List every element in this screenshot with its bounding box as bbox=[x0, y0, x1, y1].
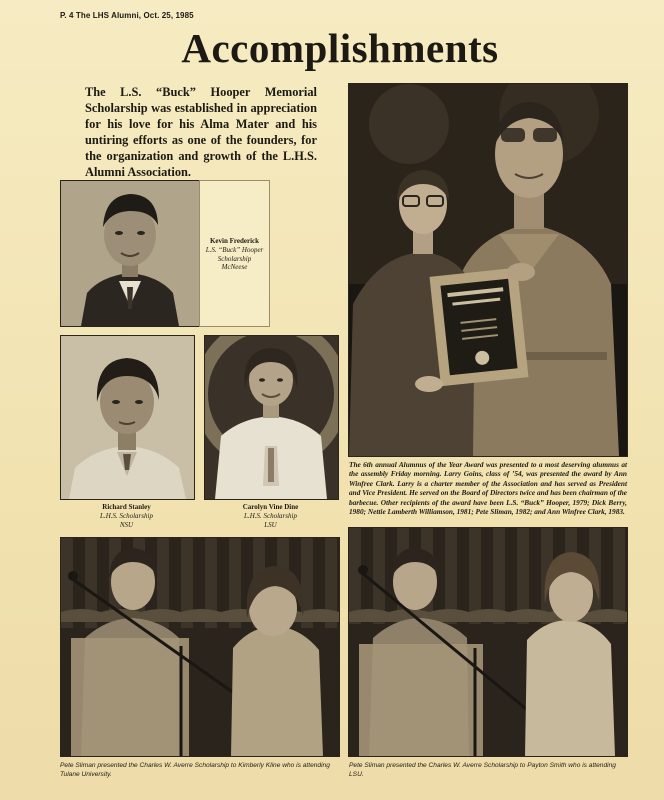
photo-carolyn-vine-dine bbox=[204, 335, 339, 500]
recipient-school: McNeese bbox=[221, 263, 248, 271]
page-headline: Accomplishments bbox=[181, 25, 499, 71]
recipient-award: L.S. “Buck” Hooper bbox=[205, 246, 264, 254]
scholarship-intro-paragraph: The L.S. “Buck” Hooper Memorial Scholarship was established in appreciation for his love for his Alma Mater and his untiring efforts as one of the founders, for the organization and growth of the L.H.S. Alumni Association. bbox=[85, 85, 317, 179]
photo-payton-smith-presentation bbox=[348, 527, 628, 757]
recipient-school: LSU bbox=[264, 520, 277, 529]
recipient-award: L.H.S. Scholarship bbox=[100, 512, 153, 520]
recipient-award: Scholarship bbox=[217, 254, 252, 263]
page-folio: P. 4 The LHS Alumni, Oct. 25, 1985 bbox=[60, 11, 194, 20]
recipient-name: Kevin Frederick bbox=[209, 237, 260, 245]
caption-card-kevin bbox=[199, 180, 270, 327]
caption-kimberly-kline: Pete Sliman presented the Charles W. Averre Scholarship to Kimberly Kline who is attending Tulane University. bbox=[60, 762, 330, 778]
photo-richard-stanley bbox=[60, 335, 195, 500]
award-caption: The 6th annual Alumnus of the Year Award was presented to a most deserving alumnus at the assembly Friday morning. Larry Goins, class of ’54, was presented the award by Ann Winfree Clark. Larry is a charter member of the Association and has served as President and Vice President. He served on the Board of Directors twice and has been chairman of the barbecue. Other recipients of the award have been L.S. “Buck” Hooper, 1979; Dick Berry, 1980; Nettie Lamberth Williamson, 1981; Pete Sliman, 1982; and Ann Winfree Clark, 1983. bbox=[349, 460, 627, 517]
caption-payton-smith: Pete Sliman presented the Charles W. Averre Scholarship to Payton Smith who is attending LSU. bbox=[349, 762, 616, 778]
photo-alumnus-award bbox=[348, 83, 628, 457]
photo-kimberly-kline-presentation bbox=[60, 537, 340, 757]
recipient-school: NSU bbox=[119, 520, 134, 529]
recipient-award: L.H.S. Scholarship bbox=[244, 512, 297, 520]
recipient-name: Carolyn Vine Dine bbox=[242, 503, 299, 511]
photo-kevin-frederick bbox=[60, 180, 200, 327]
recipient-name: Richard Stanley bbox=[102, 503, 151, 511]
